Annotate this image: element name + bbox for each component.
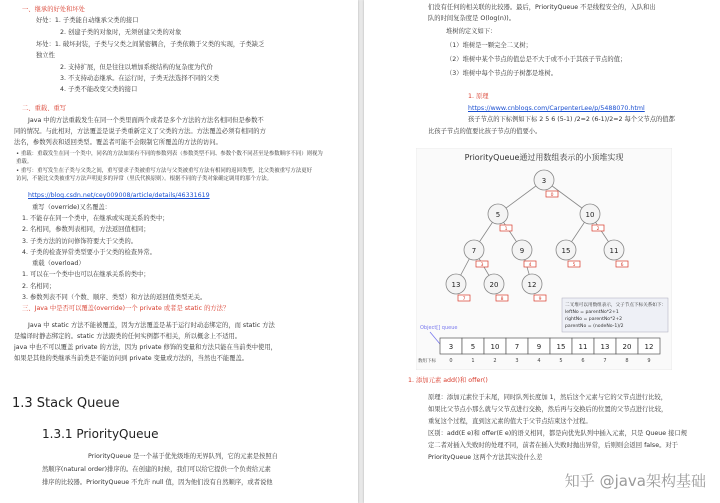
text-line: PriorityQueue 是一个基于优先级堆的无界队列，它的元素是按照自 <box>88 453 278 460</box>
text-line: 排序的比较器。PriorityQueue 不允许 null 值，因为他们没有自然顺序，或者说他 <box>42 479 273 486</box>
text-line: 法名，参数列表和返回类型。覆盖者可能不会限制它所覆盖的方法的访问。 <box>14 139 222 146</box>
heap-node-value: 12 <box>527 281 537 289</box>
formula-note-line: leftNo = parentNo*2+1 <box>565 310 619 315</box>
array-cell-value: 9 <box>536 343 542 351</box>
text-line: 比孩子节点的值要比孩子节点的值要小。 <box>428 128 542 135</box>
heap-node-value: 15 <box>561 247 571 255</box>
text-line: 3. 子类方法的访问修饰符要大于父类的。 <box>22 238 138 245</box>
text-line: 2. 名相同，参数列表相同，方法返回值相同； <box>22 226 150 233</box>
text-line: （1）堆树是一颗完全二叉树； <box>446 42 532 49</box>
array-cell-index: 6 <box>581 358 585 364</box>
text-line: 4. 子类不能改变父类的接口 <box>60 86 138 93</box>
text-line: 重载（overload） <box>32 260 85 267</box>
heap-index-label: 8 <box>500 297 504 302</box>
heap-node-value: 10 <box>585 211 595 219</box>
text-line: 原理：添加元素位于末尾，同时队列长度加 1，然后这个元素与它的父节点进行比较， <box>428 394 667 401</box>
array-cell-value: 3 <box>448 343 454 351</box>
text-line: 如果比父节点小那么就与父节点进行交换，然后再与交换后的位置的父节点进行比较， <box>428 406 668 413</box>
reference-link[interactable]: https://blog.csdn.net/cey009008/article/details/46331619 <box>28 192 210 199</box>
text-line: java 中也不可以覆盖 private 的方法，因为 private 修饰的变量和方法只能在当前类中使用， <box>14 344 277 351</box>
array-cell-index: 9 <box>647 358 651 364</box>
text-line: PriorityQueue 这两个方法其实没什么差 <box>428 454 543 461</box>
watermark: 知乎 @java架构基础 <box>564 472 706 490</box>
text-line: 重复这个过程，直到这元素的值大于父节点结束这个过程。 <box>428 418 592 425</box>
heap-node-value: 3 <box>541 177 547 185</box>
heap-index-label: 0 <box>550 193 554 198</box>
text-line: 区别：add(E e)和 offer(E e)的语义相同，都是向优先队列中插入元素，只是 Queue 接口规 <box>428 430 688 437</box>
array-cell-value: 15 <box>556 343 566 351</box>
heap-diagram-title: PriorityQueue通过用数组表示的小顶堆实现 <box>464 153 624 162</box>
heap-node-value: 7 <box>471 247 477 255</box>
array-cell-index: 5 <box>559 358 563 364</box>
text-line: Java 中的方法重载发生在同一个类里面两个或者是多个方法的方法名相同但是参数不 <box>28 117 264 124</box>
document-page-left <box>0 0 358 503</box>
heading-private-static: 三、Java 中是否可以覆盖(override)一个 private 或者是 static 的方法？ <box>22 305 230 312</box>
text-line: 是编译时静态绑定的。static 方法跟类的任何实例都不相关，所以概念上不适用。 <box>14 333 242 340</box>
bullet-line: • 重载：重载发生在同一个类中，同名的方法如果有不同的参数列表（参数类型不同、参数个数不同甚至是参数顺序不同）则视为 <box>16 151 323 157</box>
heap-node-value: 13 <box>451 281 461 289</box>
heap-index-label: 1 <box>504 227 508 232</box>
text-line: 堆树的定义如下： <box>446 28 497 35</box>
heap-index-label: 7 <box>462 297 466 302</box>
text-line: 如果是其他的类继承当前类是不能访问到 private 变量或方法的，当然也不能覆盖。 <box>14 355 249 362</box>
array-cell-index: 3 <box>515 358 519 364</box>
heap-node-value: 20 <box>489 281 499 289</box>
text-line: （2）堆树中某个节点的值总是不大于或不小于其孩子节点的值； <box>446 56 627 63</box>
array-cell-value: 12 <box>644 343 654 351</box>
array-index-label: 数组下标 <box>418 359 436 364</box>
array-cell-value: 10 <box>490 343 500 351</box>
heap-index-label: 4 <box>528 263 532 268</box>
text-line: 3. 不支持动态继承。在运行时，子类无法选择不同的父类 <box>60 75 220 82</box>
heap-index-label: 3 <box>480 263 484 268</box>
text-line: 2. 名相同； <box>22 283 56 290</box>
array-cell-index: 0 <box>449 358 453 364</box>
heap-index-label: 6 <box>620 263 624 268</box>
array-cell-index: 4 <box>537 358 541 364</box>
document-page-right <box>364 0 720 503</box>
heap-node-value: 5 <box>495 211 501 219</box>
heading-add-offer: 1. 添加元素 add()和 offer() <box>408 377 488 384</box>
array-cell-value: 5 <box>470 343 476 351</box>
heading-principle: 1. 原理 <box>468 93 489 100</box>
heading-inheritance: 一、继承的好处和坏处 <box>22 6 85 13</box>
formula-note-line: parentNo = (nodeNo-1)/2 <box>565 324 624 329</box>
array-cell-value: 20 <box>622 343 632 351</box>
heading-overload-override: 二、重载、重写 <box>22 105 67 112</box>
array-cell-index: 1 <box>471 358 475 364</box>
text-line: 1. 可以在一个类中也可以在继承关系的类中； <box>22 271 150 278</box>
bullet-line: • 重写：重写发生在子类与父类之间，重写要求子类被重写方法与父类被重写方法有相同的返回类型，比父类被重写方法更好 <box>16 168 312 174</box>
array-cell-value: 11 <box>578 343 588 351</box>
formula-note-line: 二叉堆可以用数组表示，父子节点下标关系如下： <box>565 303 667 308</box>
formula-note-line: rightNo = parentNo*2+2 <box>565 317 623 322</box>
array-cell-index: 7 <box>603 358 607 364</box>
heap-diagram <box>416 148 672 370</box>
heap-index-label: 9 <box>538 297 542 302</box>
heap-node-value: 11 <box>609 247 619 255</box>
text-line: 队的时间复杂度是 O(log(n))。 <box>428 15 516 22</box>
subsection-title-priorityqueue: 1.3.1 PriorityQueue <box>42 427 159 441</box>
text-line: 同的情况。与此相对，方法覆盖是说子类重新定义了父类的方法。方法覆盖必须有相同的方 <box>14 128 266 135</box>
heap-node-value: 9 <box>519 247 525 255</box>
reference-link[interactable]: https://www.cnblogs.com/CarpenterLee/p/5488070.html <box>468 105 645 112</box>
heap-index-label: 5 <box>572 263 576 268</box>
text-line: 然顺序(natural order)排序的。在创建的时候，我们可以给它提供一个负责给元素 <box>42 466 271 473</box>
array-cell-value: 7 <box>514 343 520 351</box>
bullet-line: 重载。 <box>16 159 33 165</box>
text-line: 重写（override)又名覆盖： <box>32 204 111 211</box>
array-cell-value: 13 <box>600 343 610 351</box>
text-line: 定二者对插入失败时的处理不同，前者在插入失败时抛出异常，后则则会返回 false。对于 <box>428 442 678 449</box>
array-cell-index: 2 <box>493 358 497 364</box>
text-line: （3）堆树中每个节点的子树都是堆树。 <box>446 70 558 77</box>
text-line: 4. 子类的检查异常类型要小于父类的检查异常。 <box>22 249 156 256</box>
section-title-stack-queue: 1.3 Stack Queue <box>12 396 120 411</box>
text-line: 2. 创建子类的对象时，无须创建父类的对象 <box>60 29 182 36</box>
text-line: Java 中 static 方法不能被覆盖，因为方法覆盖是基于运行时动态绑定的，而 static 方法 <box>28 322 275 329</box>
array-cell-index: 8 <box>625 358 629 364</box>
text-line: 坏处：1. 破坏封装，子类与父类之间紧密耦合，子类依赖于父类的实现，子类缺乏 <box>36 41 265 48</box>
text-line: 们没有任何的相关联的比较器。最后，PriorityQueue 不是线程安全的，入队和出 <box>428 4 656 11</box>
bullet-line: 访问，不能比父类被重写方法声明更多的异常（里氏代换原则）。根据不同的子类对象确定调用的那个方法。 <box>16 176 273 182</box>
text-line: 1. 不能存在同一个类中，在继承或实现关系的类中； <box>22 215 169 222</box>
text-line: 2. 支持扩展，但是往往以增加系统结构的复杂度为代价 <box>60 64 213 71</box>
heap-index-label: 2 <box>596 227 600 232</box>
text-line: 好处：1. 子类能自动继承父类的接口 <box>36 17 139 24</box>
text-line: 3. 参数列表不同（个数、顺序、类型）和方法的返回值类型无关。 <box>22 294 207 301</box>
array-object-label: Object[] queue <box>420 325 458 331</box>
text-line: 独立性 <box>36 52 55 59</box>
text-line: 孩子节点的下标例如下标 2 5 6 (5-1) /2=2 (6-1)/2=2 每个父节点的值都 <box>468 116 675 123</box>
